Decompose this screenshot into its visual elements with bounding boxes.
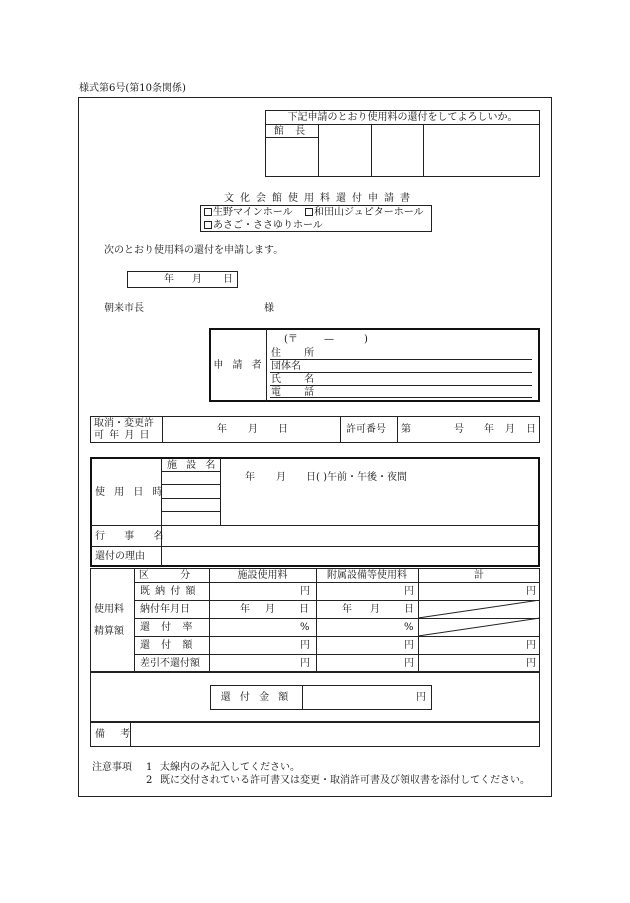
usage-month: 月 xyxy=(276,472,286,483)
payment-year: 年 xyxy=(240,604,250,615)
director-label: 館 長 xyxy=(273,126,310,137)
permit-month: 月 xyxy=(248,424,258,435)
percent-unit: % xyxy=(300,622,310,633)
permit-date-label-2: 可 年 月 日 xyxy=(94,430,151,441)
refund-amount-field[interactable] xyxy=(303,686,431,709)
permit-number-suffix: 号 xyxy=(454,424,464,435)
form-number: 様式第6号(第10条関係) xyxy=(79,83,186,94)
hall-option-label: 和田山ジュピターホール xyxy=(314,207,424,218)
phone-label: 電 話 xyxy=(271,387,325,398)
payment-month: 月 xyxy=(370,604,380,615)
refund-amount-label: 還 付 金 額 xyxy=(220,692,292,703)
organization-field[interactable] xyxy=(270,372,532,373)
usage-date-label: 使 用 日 時 xyxy=(95,487,166,498)
permit-number-year: 年 xyxy=(484,424,494,435)
notes-title: 注意事項 xyxy=(92,762,132,773)
event-field[interactable] xyxy=(162,526,539,546)
row-refund-amount: 還 付 額 xyxy=(140,640,197,651)
form-title: 文化会館使用料還付申請書 xyxy=(224,193,416,204)
yen-unit: 円 xyxy=(404,586,414,597)
date-day-label: 日 xyxy=(223,274,233,285)
permit-number-label: 許可番号 xyxy=(346,424,386,435)
checkbox-icon[interactable] xyxy=(305,208,313,216)
phone-field[interactable] xyxy=(270,397,532,398)
reason-field[interactable] xyxy=(162,547,539,566)
row-refund-rate: 還 付 率 xyxy=(140,622,197,633)
date-month-label: 月 xyxy=(192,274,202,285)
postal-dash: — xyxy=(324,334,334,345)
usage-year: 年 xyxy=(245,472,255,483)
addressee-honorific: 様 xyxy=(264,303,274,314)
note-text: 太線内のみ記入してください。 xyxy=(160,762,300,773)
reason-label: 還付の理由 xyxy=(95,551,145,562)
permit-year: 年 xyxy=(217,424,227,435)
postal-close: ) xyxy=(364,334,368,345)
yen-unit: 円 xyxy=(300,586,310,597)
row-paid-amount: 既 納 付 額 xyxy=(140,586,197,597)
usage-time-options[interactable]: 日( )午前・午後・夜間 xyxy=(306,472,407,483)
diagonal-lines xyxy=(418,600,540,636)
permit-number-month: 月 xyxy=(505,424,515,435)
hall-option-label: 生野マインホール xyxy=(213,207,293,218)
yen-unit: 円 xyxy=(300,640,310,651)
yen-unit: 円 xyxy=(404,658,414,669)
permit-number-day: 日 xyxy=(526,424,536,435)
approval-caption: 下記申請のとおり使用料の還付をしてよろしいか。 xyxy=(287,112,518,123)
note-number: 1 xyxy=(146,762,153,773)
permit-day: 日 xyxy=(278,424,288,435)
settlement-side-label-2: 精算額 xyxy=(94,626,124,637)
payment-day: 日 xyxy=(404,604,414,615)
hall-option-label: あさご・ささゆりホール xyxy=(213,220,323,231)
payment-month: 月 xyxy=(265,604,275,615)
payment-day: 日 xyxy=(299,604,309,615)
percent-unit: % xyxy=(404,622,414,633)
hall-option-wadayama[interactable] xyxy=(305,208,424,218)
name-label: 氏 名 xyxy=(271,374,325,385)
yen-unit: 円 xyxy=(404,640,414,651)
row-payment-date: 納付年月日 xyxy=(140,604,190,615)
permit-number-prefix: 第 xyxy=(401,424,411,435)
yen-unit: 円 xyxy=(526,640,536,651)
facility-label: 施 設 名 xyxy=(167,460,219,471)
address-label: 住 所 xyxy=(271,348,325,359)
postal-code-label: (〒 xyxy=(284,334,298,345)
header-category: 区 分 xyxy=(138,570,205,581)
address-field[interactable] xyxy=(270,359,532,360)
header-equipment-fee: 附属設備等使用料 xyxy=(327,570,407,581)
refund-yen-unit: 円 xyxy=(416,692,426,703)
header-facility-fee: 施設使用料 xyxy=(237,570,288,581)
header-total: 計 xyxy=(474,570,484,581)
yen-unit: 円 xyxy=(526,658,536,669)
note-text: 既に交付されている許可書又は変更・取消許可書及び領収書を添付してください。 xyxy=(160,775,530,786)
application-date-box[interactable] xyxy=(127,271,238,288)
name-field[interactable] xyxy=(270,385,532,386)
intro-text: 次のとおり使用料の還付を申請します。 xyxy=(104,245,284,256)
hall-option-asago[interactable] xyxy=(204,221,323,231)
yen-unit: 円 xyxy=(526,586,536,597)
hall-option-ikuno[interactable] xyxy=(204,208,293,218)
note-number: 2 xyxy=(146,775,153,786)
permit-date-label: 取消・変更許 xyxy=(94,418,154,429)
row-non-refund: 差引不還付額 xyxy=(140,658,200,669)
settlement-side-label-1: 使用料 xyxy=(94,604,124,615)
checkbox-icon[interactable] xyxy=(204,208,212,216)
checkbox-icon[interactable] xyxy=(204,221,212,229)
remarks-label: 備 考 xyxy=(95,729,137,740)
yen-unit: 円 xyxy=(300,658,310,669)
addressee-name: 朝来市長 xyxy=(104,303,144,314)
remarks-field[interactable] xyxy=(131,723,539,746)
payment-year: 年 xyxy=(342,604,352,615)
date-year-label: 年 xyxy=(164,274,174,285)
organization-label: 団体名 xyxy=(271,361,301,372)
event-label: 行 事 名 xyxy=(95,531,172,542)
permit-date-field[interactable] xyxy=(163,417,340,442)
applicant-label: 申 請 者 xyxy=(213,360,265,371)
